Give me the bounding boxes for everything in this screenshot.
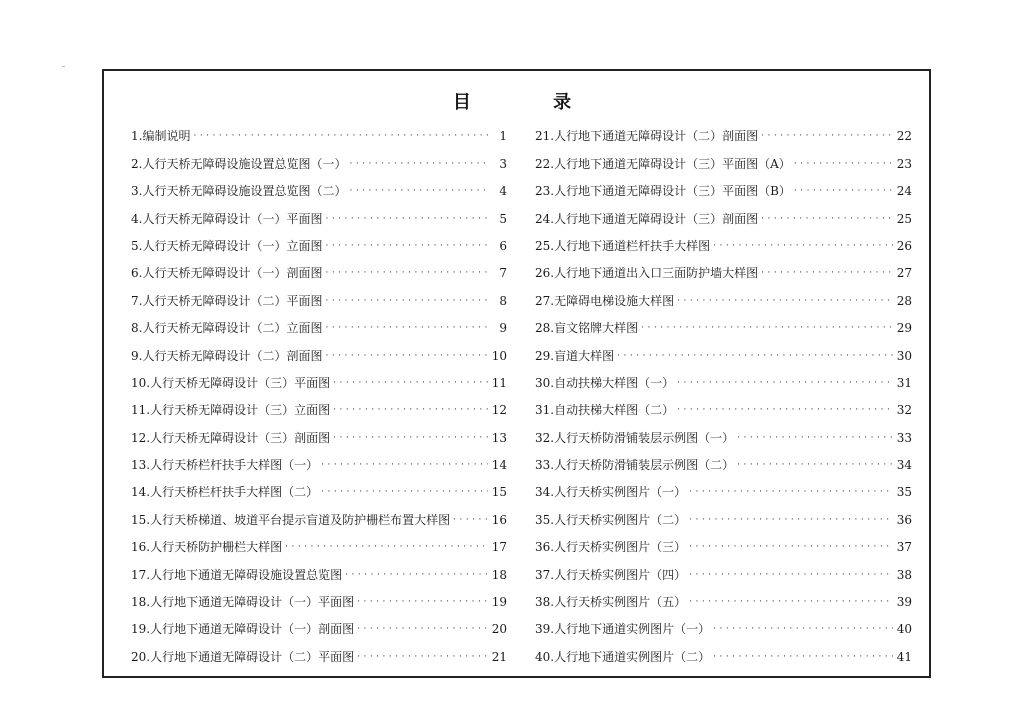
- toc-entry-page-number: 30: [896, 348, 912, 363]
- toc-entry[interactable]: [131, 609, 507, 636]
- toc-entry-label: 24.人行地下通道无障碍设计（三）剖面图: [535, 211, 759, 226]
- toc-entry-label: 10.人行天桥无障碍设计（三）平面图: [131, 375, 331, 390]
- toc-entry-page-number: 28: [896, 293, 912, 308]
- dot-leader: [325, 349, 488, 363]
- toc-entry-page-number: 3: [499, 156, 507, 171]
- toc-entry-label: 26.人行地下通道出入口三面防护墙大样图: [535, 266, 759, 281]
- toc-entry-label: 21.人行地下通道无障碍设计（二）剖面图: [535, 129, 759, 144]
- toc-entry-page-number: 15: [491, 485, 507, 500]
- toc-left-column: [131, 116, 507, 664]
- toc-entry[interactable]: [535, 417, 912, 444]
- toc-entry-page-number: 16: [491, 512, 507, 527]
- toc-entry[interactable]: [131, 636, 507, 663]
- toc-entry-page-number: 23: [896, 156, 912, 171]
- toc-entry-label: 34.人行天桥实例图片（一）: [535, 485, 687, 500]
- toc-entry-page-number: 1: [499, 129, 507, 144]
- toc-entry-label: 1.编制说明: [131, 129, 191, 144]
- toc-entry-label: 8.人行天桥无障碍设计（二）立面图: [131, 321, 323, 336]
- toc-entry-label: 27.无障碍电梯设施大样图: [535, 293, 675, 308]
- toc-entry-label: 14.人行天桥栏杆扶手大样图（二）: [131, 485, 319, 500]
- toc-entry[interactable]: [131, 472, 507, 499]
- dot-leader: [357, 595, 488, 609]
- dot-leader: [794, 157, 893, 171]
- toc-entry-label: 40.人行地下通道实例图片（二）: [535, 649, 711, 664]
- scan-speck: [62, 66, 65, 67]
- toc-entry-page-number: 39: [896, 595, 912, 610]
- toc-entry-label: 20.人行地下通道无障碍设计（二）平面图: [131, 649, 355, 664]
- dot-leader: [713, 650, 893, 664]
- dot-leader: [677, 403, 893, 417]
- toc-right-column: [535, 116, 912, 664]
- toc-entry-page-number: 38: [896, 567, 912, 582]
- dot-leader: [761, 266, 893, 280]
- dot-leader: [761, 212, 893, 226]
- dot-leader: [677, 294, 893, 308]
- toc-entry-label: 31.自动扶梯大样图（二）: [535, 403, 675, 418]
- toc-entry-page-number: 13: [491, 430, 507, 445]
- toc-entry[interactable]: [131, 308, 507, 335]
- toc-entry-page-number: 32: [896, 403, 912, 418]
- toc-entry-label: 3.人行天桥无障碍设施设置总览图（二）: [131, 184, 347, 199]
- toc-entry[interactable]: [535, 116, 912, 143]
- toc-entry[interactable]: [131, 253, 507, 280]
- dot-leader: [333, 431, 488, 445]
- dot-leader: [357, 650, 488, 664]
- toc-entry-page-number: 21: [491, 649, 507, 664]
- dot-leader: [677, 376, 893, 390]
- toc-entry-label: 39.人行地下通道实例图片（一）: [535, 622, 711, 637]
- toc-entry-page-number: 25: [896, 211, 912, 226]
- toc-entry-page-number: 36: [896, 512, 912, 527]
- toc-entry-label: 7.人行天桥无障碍设计（二）平面图: [131, 293, 323, 308]
- dot-leader: [325, 294, 488, 308]
- toc-entry-page-number: 19: [491, 595, 507, 610]
- toc-entry-page-number: 34: [896, 458, 912, 473]
- dot-leader: [349, 157, 488, 171]
- toc-entry[interactable]: [131, 226, 507, 253]
- toc-entry[interactable]: [131, 417, 507, 444]
- toc-entry-page-number: 12: [491, 403, 507, 418]
- dot-leader: [357, 622, 488, 636]
- toc-entry-label: 16.人行天桥防护栅栏大样图: [131, 540, 283, 555]
- toc-entry[interactable]: [535, 280, 912, 307]
- toc-entry-page-number: 8: [499, 293, 507, 308]
- toc-entry-page-number: 9: [499, 321, 507, 336]
- toc-entry-label: 4.人行天桥无障碍设计（一）平面图: [131, 211, 323, 226]
- toc-entry-label: 12.人行天桥无障碍设计（三）剖面图: [131, 430, 331, 445]
- toc-entry[interactable]: [131, 198, 507, 225]
- dot-leader: [794, 184, 893, 198]
- toc-entry-page-number: 22: [896, 129, 912, 144]
- toc-entry[interactable]: [131, 363, 507, 390]
- toc-entry-label: 6.人行天桥无障碍设计（一）剖面图: [131, 266, 323, 281]
- toc-entry-label: 36.人行天桥实例图片（三）: [535, 540, 687, 555]
- toc-entry-page-number: 11: [491, 375, 507, 390]
- toc-entry[interactable]: [131, 116, 507, 143]
- toc-entry-page-number: 26: [896, 238, 912, 253]
- toc-entry[interactable]: [131, 390, 507, 417]
- dot-leader: [761, 129, 893, 143]
- toc-entry-label: 25.人行地下通道栏杆扶手大样图: [535, 238, 711, 253]
- toc-entry[interactable]: [535, 226, 912, 253]
- toc-entry-page-number: 40: [896, 622, 912, 637]
- dot-leader: [345, 568, 488, 582]
- toc-entry-label: 28.盲文铭牌大样图: [535, 321, 639, 336]
- toc-entry-page-number: 14: [491, 458, 507, 473]
- dot-leader: [453, 513, 488, 527]
- dot-leader: [689, 513, 893, 527]
- toc-entry-page-number: 33: [896, 430, 912, 445]
- dot-leader: [713, 239, 893, 253]
- toc-entry-label: 23.人行地下通道无障碍设计（三）平面图（B）: [535, 184, 791, 199]
- toc-entry[interactable]: [535, 363, 912, 390]
- toc-entry-label: 37.人行天桥实例图片（四）: [535, 567, 687, 582]
- toc-entry[interactable]: [131, 499, 507, 526]
- toc-entry-label: 33.人行天桥防滑铺装层示例图（二）: [535, 458, 735, 473]
- toc-entry[interactable]: [535, 171, 912, 198]
- dot-leader: [689, 568, 893, 582]
- toc-entry[interactable]: [131, 335, 507, 362]
- toc-entry-page-number: 41: [896, 649, 912, 664]
- toc-entry[interactable]: [131, 171, 507, 198]
- dot-leader: [325, 266, 488, 280]
- toc-entry-page-number: 24: [896, 184, 912, 199]
- toc-entry-label: 13.人行天桥栏杆扶手大样图（一）: [131, 458, 319, 473]
- toc-entry[interactable]: [535, 143, 912, 170]
- dot-leader: [737, 431, 893, 445]
- dot-leader: [321, 485, 488, 499]
- toc-entry[interactable]: [535, 445, 912, 472]
- dot-leader: [325, 239, 488, 253]
- toc-entry-page-number: 37: [896, 540, 912, 555]
- toc-entry[interactable]: [535, 253, 912, 280]
- dot-leader: [321, 458, 488, 472]
- toc-entry-page-number: 5: [499, 211, 507, 226]
- toc-entry[interactable]: [535, 554, 912, 581]
- toc-entry-page-number: 18: [491, 567, 507, 582]
- toc-entry[interactable]: [535, 472, 912, 499]
- toc-entry[interactable]: [535, 308, 912, 335]
- toc-entry-label: 17.人行地下通道无障碍设施设置总览图: [131, 567, 343, 582]
- toc-entry-page-number: 4: [499, 184, 507, 199]
- dot-leader: [689, 485, 893, 499]
- toc-entry[interactable]: [535, 527, 912, 554]
- toc-entry[interactable]: [535, 499, 912, 526]
- dot-leader: [737, 458, 893, 472]
- toc-entry[interactable]: [535, 582, 912, 609]
- toc-entry-label: 29.盲道大样图: [535, 348, 615, 363]
- toc-entry[interactable]: [535, 636, 912, 663]
- toc-entry-page-number: 6: [499, 238, 507, 253]
- toc-entry-label: 15.人行天桥梯道、坡道平台提示盲道及防护栅栏布置大样图: [131, 512, 451, 527]
- toc-entry-page-number: 31: [896, 375, 912, 390]
- toc-entry[interactable]: [535, 390, 912, 417]
- toc-entry-label: 30.自动扶梯大样图（一）: [535, 375, 675, 390]
- dot-leader: [193, 129, 488, 143]
- dot-leader: [325, 212, 488, 226]
- toc-entry-page-number: 17: [491, 540, 507, 555]
- toc-entry[interactable]: [131, 445, 507, 472]
- toc-entry[interactable]: [131, 554, 507, 581]
- dot-leader: [713, 622, 893, 636]
- toc-entry[interactable]: [535, 609, 912, 636]
- toc-entry-page-number: 27: [896, 266, 912, 281]
- toc-entry-label: 5.人行天桥无障碍设计（一）立面图: [131, 238, 323, 253]
- toc-entry-page-number: 20: [491, 622, 507, 637]
- toc-entry-page-number: 35: [896, 485, 912, 500]
- toc-entry-page-number: 29: [896, 321, 912, 336]
- dot-leader: [285, 540, 488, 554]
- toc-entry[interactable]: [131, 280, 507, 307]
- toc-entry-label: 38.人行天桥实例图片（五）: [535, 595, 687, 610]
- dot-leader: [325, 321, 488, 335]
- dot-leader: [689, 540, 893, 554]
- page-title: 目 录: [452, 92, 610, 113]
- toc-entry-page-number: 10: [491, 348, 507, 363]
- dot-leader: [349, 184, 488, 198]
- toc-entry[interactable]: [535, 335, 912, 362]
- toc-entry-label: 2.人行天桥无障碍设施设置总览图（一）: [131, 156, 347, 171]
- toc-entry-label: 9.人行天桥无障碍设计（二）剖面图: [131, 348, 323, 363]
- toc-entry[interactable]: [535, 198, 912, 225]
- dot-leader: [617, 349, 893, 363]
- toc-entry-page-number: 7: [499, 266, 507, 281]
- toc-entry[interactable]: [131, 582, 507, 609]
- dot-leader: [333, 376, 488, 390]
- dot-leader: [689, 595, 893, 609]
- toc-entry[interactable]: [131, 143, 507, 170]
- dot-leader: [333, 403, 488, 417]
- toc-entry[interactable]: [131, 527, 507, 554]
- toc-entry-label: 32.人行天桥防滑铺装层示例图（一）: [535, 430, 735, 445]
- toc-entry-label: 11.人行天桥无障碍设计（三）立面图: [131, 403, 331, 418]
- toc-entry-label: 22.人行地下通道无障碍设计（三）平面图（A）: [535, 156, 791, 171]
- toc-entry-label: 35.人行天桥实例图片（二）: [535, 512, 687, 527]
- toc-entry-label: 18.人行地下通道无障碍设计（一）平面图: [131, 595, 355, 610]
- toc-entry-label: 19.人行地下通道无障碍设计（一）剖面图: [131, 622, 355, 637]
- dot-leader: [641, 321, 893, 335]
